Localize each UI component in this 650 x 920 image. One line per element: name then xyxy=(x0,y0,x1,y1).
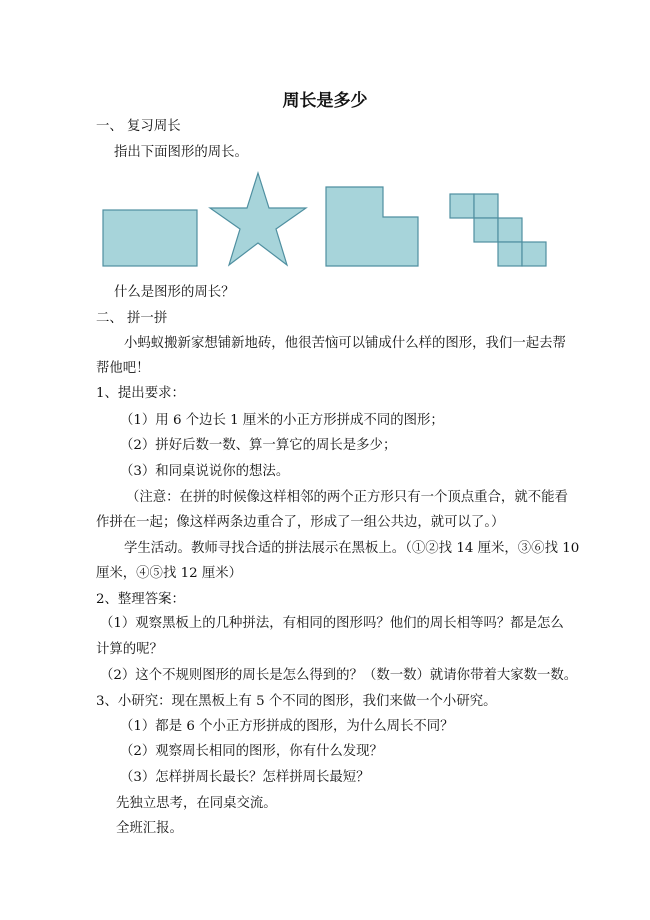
section-2-intro-line-1: 小蚂蚁搬新家想铺新地砖，他很苦恼可以铺成什么样的图形，我们一起去帮 xyxy=(124,336,566,351)
shape-illustrations xyxy=(0,168,650,278)
think-instruction: 先独立思考，在同桌交流。 xyxy=(116,796,277,811)
page-title: 周长是多少 xyxy=(282,91,368,111)
section-2-heading: 二、 拼一拼 xyxy=(96,311,168,326)
activity-line-1: 学生活动。教师寻找合适的拼法展示在黑板上。（①②找 14 厘米，③⑥找 10 xyxy=(124,541,580,556)
activity-line-2: 厘米，④⑤找 12 厘米） xyxy=(96,566,243,581)
staircase-squares-shape xyxy=(450,194,546,266)
part-1-item-3: （3）和同桌说说你的想法。 xyxy=(120,464,290,479)
rectangle-shape xyxy=(103,210,197,266)
part-1-item-1: （1）用 6 个边长 1 厘米的小正方形拼成不同的图形； xyxy=(120,413,444,428)
note-line-1: （注意：在拼的时候像这样相邻的两个正方形只有一个顶点重合，就不能看 xyxy=(126,490,568,505)
part-3-item-3: （3）怎样拼周长最长？怎样拼周长最短？ xyxy=(120,770,370,785)
part-2-item-1-line-2: 计算的呢？ xyxy=(96,642,163,657)
part-2-item-2: （2）这个不规则图形的周长是怎么得到的？（数一数）就请你带着大家数一数。 xyxy=(100,668,578,683)
section-1-instruction: 指出下面图形的周长。 xyxy=(114,145,248,160)
report-instruction: 全班汇报。 xyxy=(116,821,183,836)
section-1-heading: 一、 复习周长 xyxy=(96,119,181,134)
part-1-heading: 1、提出要求： xyxy=(96,386,185,401)
part-2-heading: 2、整理答案： xyxy=(96,592,185,607)
part-3-item-1: （1）都是 6 个小正方形拼成的图形，为什么周长不同？ xyxy=(120,719,454,734)
notched-square-shape xyxy=(326,187,418,266)
part-3-item-2: （2）观察周长相同的图形，你有什么发现？ xyxy=(120,744,383,759)
section-2-intro-line-2: 帮他吧！ xyxy=(96,361,150,376)
part-2-item-1-line-1: （1）观察黑板上的几种拼法，有相同的图形吗？他们的周长相等吗？都是怎么 xyxy=(100,616,564,631)
section-1-question: 什么是图形的周长？ xyxy=(114,285,235,300)
part-1-item-2: （2）拼好后数一数、算一算它的周长是多少； xyxy=(120,438,397,453)
note-line-2: 作拼在一起；像这样两条边重合了，形成了一组公共边，就可以了。） xyxy=(96,515,505,530)
star-shape xyxy=(210,173,306,265)
part-3-heading: 3、小研究：现在黑板上有 5 个不同的图形，我们来做一个小研究。 xyxy=(96,694,497,709)
